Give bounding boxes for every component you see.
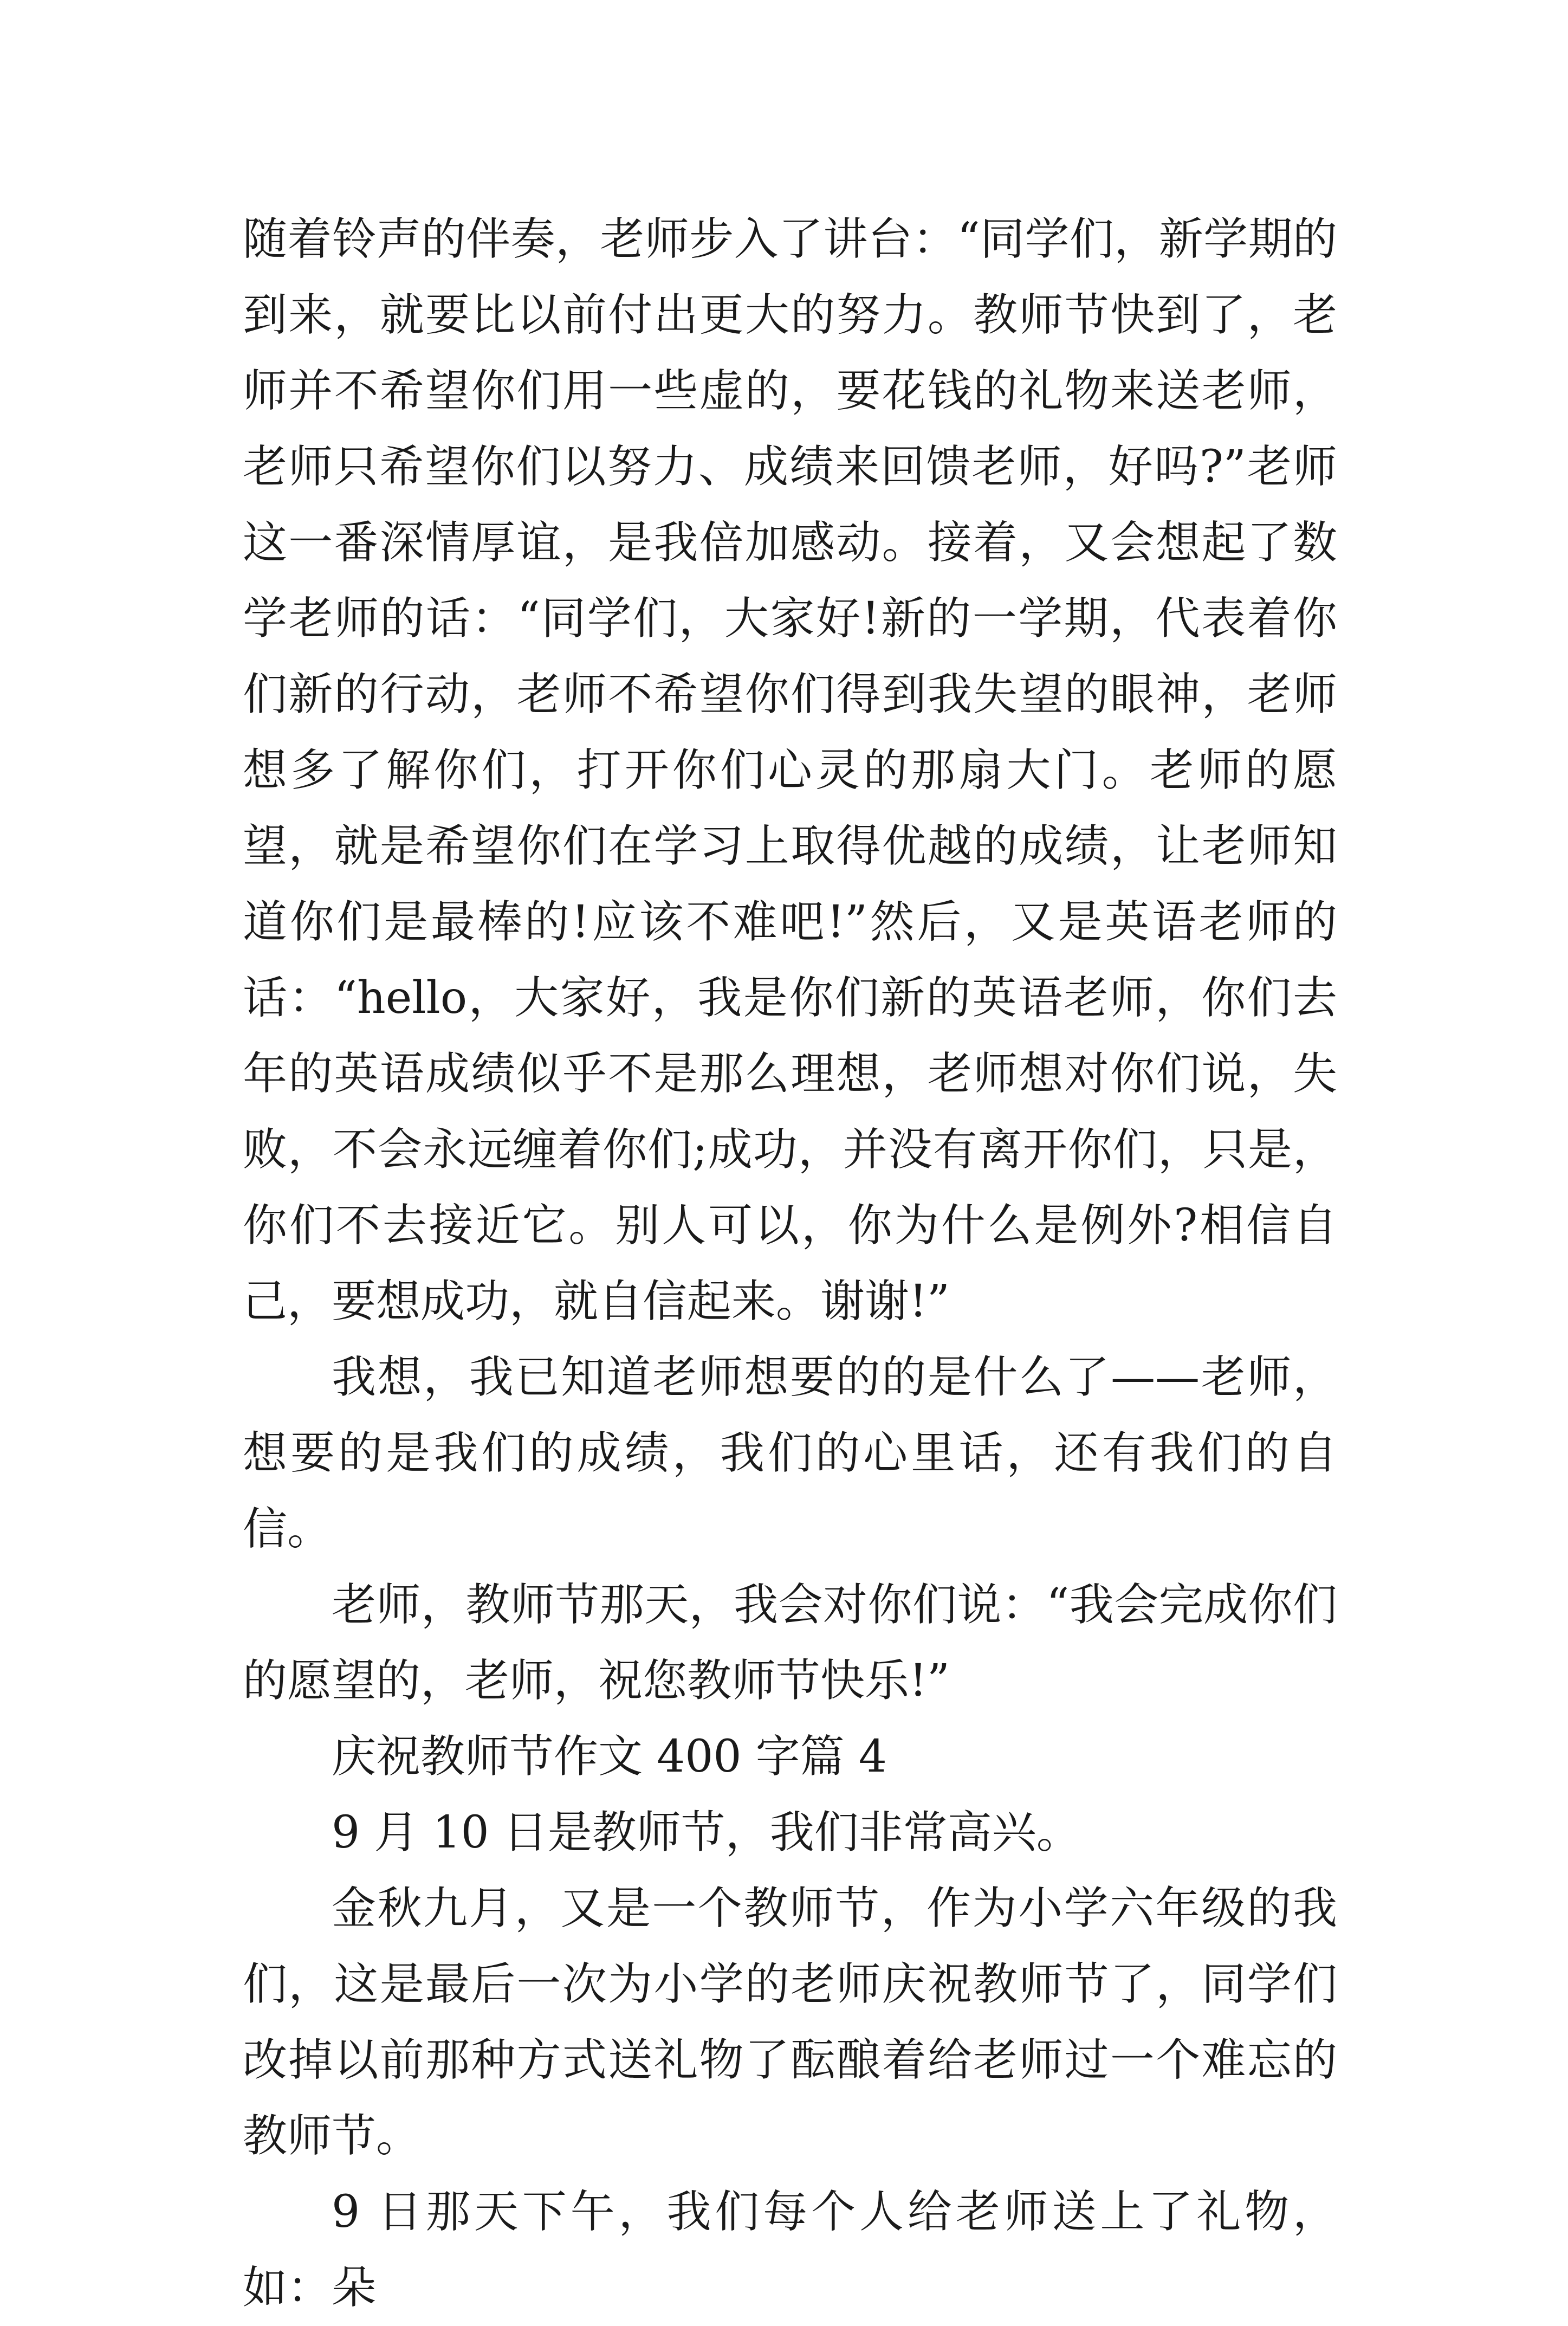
paragraph-4: 9 月 10 日是教师节，我们非常高兴。 (332, 1807, 1081, 1858)
body-text (243, 202, 1337, 2326)
paragraph-3: 老师，教师节那天，我会对你们说：“我会完成你们的愿望的，老师，祝您教师节快乐!” (243, 1579, 1337, 1707)
paragraph-5: 金秋九月，又是一个教师节，作为小学六年级的我们，这是最后一次为小学的老师庆祝教师节了，同学们改掉以前那种方式送礼物了酝酿着给老师过一个难忘的教师节。 (243, 1883, 1337, 2162)
section-heading: 庆祝教师节作文 400 字篇 4 (332, 1731, 887, 1782)
paragraph-2: 我想，我已知道老师想要的的是什么了——老师，想要的是我们的成绩，我们的心里话，还有我们的自信。 (243, 1352, 1337, 1555)
paragraph-6: 9 日那天下午，我们每个人给老师送上了礼物，如：朵 (243, 2186, 1337, 2314)
paragraph-1: 随着铃声的伴奏，老师步入了讲台：“同学们，新学期的到来，就要比以前付出更大的努力。教师节快到了，老师并不希望你们用一些虚的，要花钱的礼物来送老师，老师只希望你们以努力、成绩来回馈老师，好吗?”老师这一番深情厚谊，是我倍加感动。接着，又会想起了数学老师的话：“同学们，大家好!新的一学期，代表着你们新的行动，老师不希望你们得到我失望的眼神，老师想多了解你们，打开你们心灵的那扇大门。老师的愿望，就是希望你们在学习上取得优越的成绩，让老师知道你们是最棒的!应该不难吧!”然后，又是英语老师的话：“hello，大家好，我是你们新的英语老师，你们去年的英语成绩似乎不是那么理想，老师想对你们说，失败，不会永远缠着你们;成功，并没有离开你们，只是，你们不去接近它。别人可以，你为什么是例外?相信自己，要想成功，就自信起来。谢谢!” (243, 214, 1337, 1327)
